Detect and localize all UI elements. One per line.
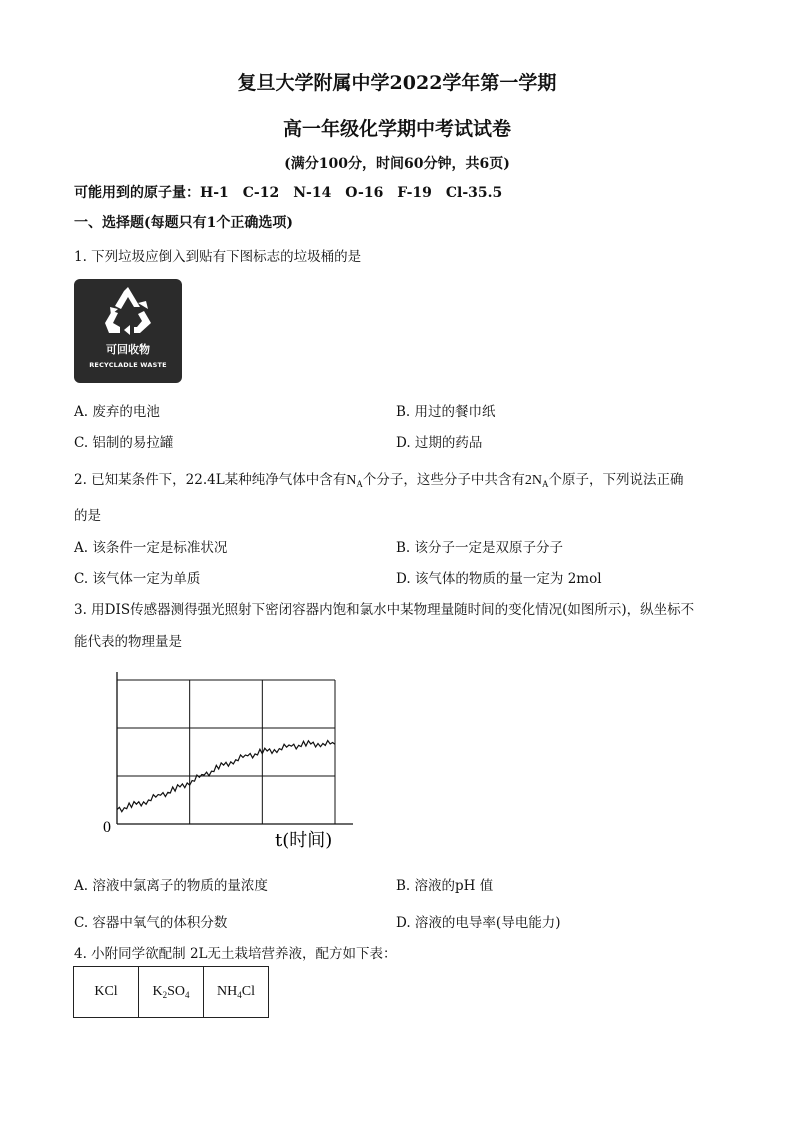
q2-2na-symbol: $2N_A$ xyxy=(524,473,549,489)
atomic-masses: 可能用到的原子量：H-1 C-12 N-14 O-16 F-19 Cl-35.5 xyxy=(74,185,503,201)
q2-option-d: D. 该气体的物质的量一定为 2mol xyxy=(396,571,602,587)
q1-option-b: B. 用过的餐巾纸 xyxy=(396,404,496,420)
recycle-sign xyxy=(74,279,182,383)
exam-title: 复旦大学附属中学2022学年第一学期 xyxy=(237,72,557,94)
x-axis-label: t(时间) xyxy=(275,830,333,851)
recycle-sign-label-cn: 可回收物 xyxy=(106,343,150,356)
q1-option-d: D. 过期的药品 xyxy=(396,435,483,451)
recycle-icon xyxy=(74,279,182,341)
q1-option-a: A. 废弃的电池 xyxy=(74,404,160,420)
recycle-sign-label-en: RECYCLADLE WASTE xyxy=(89,361,167,369)
q2-stem-line2: 的是 xyxy=(74,508,101,524)
table-row xyxy=(74,967,269,1018)
q2-stem xyxy=(74,468,683,489)
q3-option-d: D. 溶液的电导率(导电能力) xyxy=(396,915,561,931)
q2-option-c: C. 该气体一定为单质 xyxy=(74,571,201,587)
section-title: 一、选择题(每题只有1个正确选项) xyxy=(74,215,293,231)
table-cell: $NH_4Cl$ xyxy=(204,967,269,1018)
q3-stem-line1: 3. 用DIS传感器测得强光照射下密闭容器内饱和氯水中某物理量随时间的变化情况(如图所示)，纵坐标不 xyxy=(74,602,695,618)
q3-chart xyxy=(95,658,375,858)
q1-option-c: C. 铝制的易拉罐 xyxy=(74,435,174,451)
chart-grid xyxy=(117,680,335,824)
q2-stem-mid: 个分子，这些分子中共含有 xyxy=(362,472,525,488)
q2-option-b: B. 该分子一定是双原子分子 xyxy=(396,540,564,556)
q1-stem: 1. 下列垃圾应倒入到贴有下图标志的垃圾桶的是 xyxy=(74,249,362,265)
q2-option-a: A. 该条件一定是标准状况 xyxy=(74,540,228,556)
q2-stem-pre: 2. 已知某条件下，22.4L某种纯净气体中含有 xyxy=(74,472,347,488)
q3-option-c: C. 容器中氧气的体积分数 xyxy=(74,915,228,931)
table-cell: $K_2SO_4$ xyxy=(139,967,204,1018)
q3-option-a: A. 溶液中氯离子的物质的量浓度 xyxy=(74,878,268,894)
origin-label: 0 xyxy=(103,819,111,836)
q2-stem-post: 个原子，下列说法正确 xyxy=(548,472,684,488)
exam-subtitle: 高一年级化学期中考试试卷 xyxy=(282,118,511,140)
q4-stem: 4. 小附同学欲配制 2L无土栽培营养液，配方如下表： xyxy=(74,946,397,962)
recipe-table xyxy=(73,966,269,1018)
exam-note: (满分100分，时间60分钟，共6页) xyxy=(284,156,510,172)
q3-option-b: B. 溶液的pH 值 xyxy=(396,878,494,894)
q3-stem-line2: 能代表的物理量是 xyxy=(74,634,182,650)
table-cell: KCl xyxy=(74,967,139,1018)
q2-na-symbol: $N_A$ xyxy=(346,473,363,489)
